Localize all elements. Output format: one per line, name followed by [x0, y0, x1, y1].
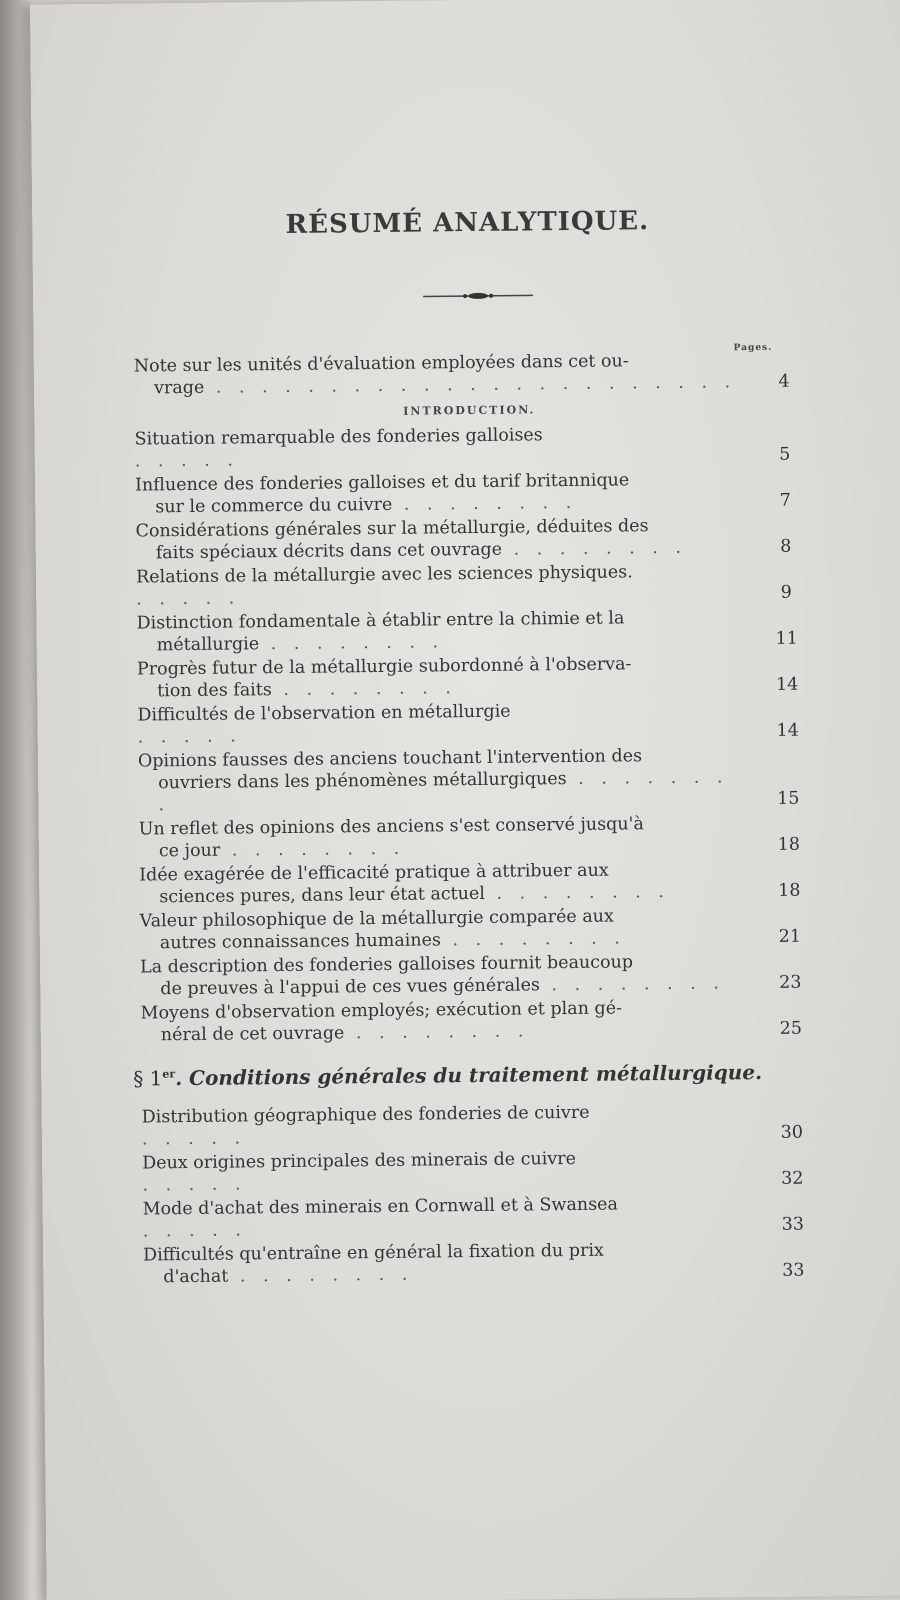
toc-entry: Distribution géographique des fonderies de cuivre . . . . . 30	[142, 1099, 812, 1150]
toc-entry-line2-text: autres connaissances humaines	[159, 930, 442, 954]
book-page	[30, 0, 900, 1600]
toc-entry-line2-text: ce jour	[158, 840, 221, 862]
toc-entry	[140, 995, 810, 1046]
toc-entry-page: 30	[780, 1122, 804, 1143]
toc-entry-line1: Deux origines principales des minerais de cuivre	[142, 1148, 577, 1174]
toc-entry-page: 14	[776, 720, 799, 741]
section-symbol: § 1	[133, 1066, 163, 1091]
toc-entry: Difficultés de l'observation en métallurgie . . . . . 14	[137, 698, 807, 749]
toc-entry-line1: Progrès futur de la métallurgie subordonné à l'observa-	[136, 654, 632, 680]
toc-entry-line1: Relations de la métallurgie avec les sciences physiques.	[135, 562, 633, 588]
toc-entry-line2-text: d'achat	[163, 1266, 229, 1288]
toc-entry-line2-text: métallurgie	[156, 634, 260, 656]
toc-entry-line2: ce jour . . . . . . . .	[158, 838, 406, 862]
toc-entry-line2: sur le commerce du cuivre . . . . . . . .	[155, 492, 578, 518]
toc-entry	[143, 1237, 813, 1288]
toc-entry-page: 15	[777, 788, 800, 809]
page-title: RÉSUMÉ ANALYTIQUE.	[285, 206, 650, 240]
toc-entry	[140, 949, 810, 1000]
toc-entry-line2-text: néral de cet ouvrage	[160, 1023, 345, 1046]
toc-entry-page: 33	[782, 1260, 805, 1281]
toc-entry	[135, 514, 805, 565]
toc-entry-line1: Un reflet des opinions des anciens s'est conservé jusqu'à	[138, 814, 644, 840]
toc-entry-line1: Difficultés qu'entraîne en général la fixation du prix	[143, 1240, 604, 1266]
toc-entry: Relations de la métallurgie avec les sciences physiques. . . . . . 9	[136, 560, 806, 611]
toc-entry-page: 18	[777, 834, 801, 855]
toc-entry: Situation remarquable des fonderies galloises . . . . . 5	[134, 422, 804, 473]
toc-entry-page: 23	[779, 972, 802, 993]
toc-entry	[139, 857, 809, 908]
toc-entry-page: 8	[780, 536, 792, 557]
toc-entry-line2-text: faits spéciaux décrits dans cet ouvrage	[155, 539, 503, 564]
section-title: . Conditions générales du traitement métallurgique.	[175, 1060, 763, 1091]
toc-entry: Mode d'achat des minerais en Cornwall et à Swansea . . . . . 33	[143, 1191, 813, 1242]
toc-entry	[135, 468, 805, 519]
toc-entry-page: 7	[779, 490, 791, 511]
toc-entry-line1: La description des fonderies galloises fournit beaucoup	[140, 952, 634, 978]
toc-entry-page: 4	[778, 371, 790, 392]
ornament-divider-icon	[423, 291, 533, 300]
toc-entry-line2-text: sciences pures, dans leur état actuel	[159, 883, 485, 908]
toc-entry-line1: Moyens d'observation employés; exécution et plan gé-	[140, 998, 623, 1024]
toc-entry-page: 11	[775, 628, 798, 649]
toc-entry-line2-text: vrage	[153, 377, 205, 399]
toc-entry-line2-text: tion des faits	[157, 680, 272, 702]
pages-column-label: Pages.	[733, 342, 773, 354]
toc-entry-line1: Influence des fonderies galloises et du tarif britannique	[134, 470, 630, 496]
section-sup: er	[162, 1067, 176, 1081]
toc-entry	[138, 744, 809, 817]
toc-entry-line2: néral de cet ouvrage . . . . . . . .	[160, 1021, 530, 1046]
introduction-entries	[134, 422, 810, 1047]
introduction-heading: INTRODUCTION.	[403, 403, 536, 418]
toc-entry-line2: de preuves à l'appui de ces vues générales . . . . . . . .	[160, 973, 726, 1000]
toc-entry	[137, 652, 807, 703]
toc-entry-line2-text: de preuves à l'appui de ces vues générales	[160, 975, 541, 1000]
toc-entry: Deux origines principales des minerais de cuivre . . . . . 32	[142, 1145, 812, 1196]
toc-entry-page: 21	[778, 926, 802, 947]
toc-entry-line2: ouvriers dans les phénomènes métallurgiques . . . . . . . .	[158, 767, 729, 816]
toc-entry-page: 18	[778, 880, 801, 901]
section1-entries	[142, 1099, 814, 1288]
toc-entry-line2-text: sur le commerce du cuivre	[155, 494, 393, 518]
toc-entry-line2: tion des faits . . . . . . . .	[157, 678, 457, 702]
toc-entry-page: 9	[780, 582, 792, 603]
toc-entry-line2: faits spéciaux décrits dans cet ouvrage . . . . . . . .	[155, 537, 688, 564]
toc-entry-page: 25	[779, 1018, 803, 1039]
section-heading	[133, 1059, 811, 1090]
toc-entry-line2-text: ouvriers dans les phénomènes métallurgiques	[158, 769, 567, 794]
toc-entry-line1: Mode d'achat des minerais en Cornwall et à Swansea	[142, 1194, 619, 1220]
toc-entry	[140, 903, 810, 954]
toc-entry-line2: sciences pures, dans leur état actuel . . . . . . . .	[159, 881, 671, 908]
toc-entry-line1: Difficultés de l'observation en métallurgie	[137, 701, 511, 726]
toc-entry	[134, 349, 804, 400]
toc-entry-page: 32	[781, 1168, 804, 1189]
toc-entry-line1: Idée exagérée de l'efficacité pratique à attribuer aux	[139, 860, 609, 886]
toc-entry-line2: vrage . . . . . . . . . . . . . . . . . . . . . . .	[153, 372, 737, 399]
toc-entry	[139, 811, 809, 862]
toc-entry-page: 33	[781, 1214, 805, 1235]
toc-entry-line1: Considérations générales sur la métallurgie, déduites des	[135, 516, 649, 542]
toc-entry-line1: Situation remarquable des fonderies galloises	[134, 425, 543, 450]
toc-entry-line1: Note sur les unités d'évaluation employées dans cet ou-	[133, 351, 629, 377]
toc-entry-line1: Distribution géographique des fonderies de cuivre	[141, 1102, 590, 1128]
table-of-contents	[134, 349, 814, 1291]
toc-entry-line2: d'achat . . . . . . . .	[163, 1264, 414, 1288]
toc-entry-line1: Valeur philosophique de la métallurgie comparée aux	[139, 906, 614, 932]
toc-entry-line2: métallurgie . . . . . . . .	[156, 632, 445, 656]
toc-entry-page: 14	[775, 674, 799, 695]
toc-entry	[136, 606, 806, 657]
toc-entry-line1: Distinction fondamentale à établir entre la chimie et la	[136, 608, 625, 634]
page-content	[130, 0, 805, 1288]
toc-entry-line2: autres connaissances humaines . . . . . . . .	[159, 928, 627, 954]
toc-entry-line1: Opinions fausses des anciens touchant l'intervention des	[137, 746, 643, 772]
toc-entry-page: 5	[779, 444, 791, 465]
